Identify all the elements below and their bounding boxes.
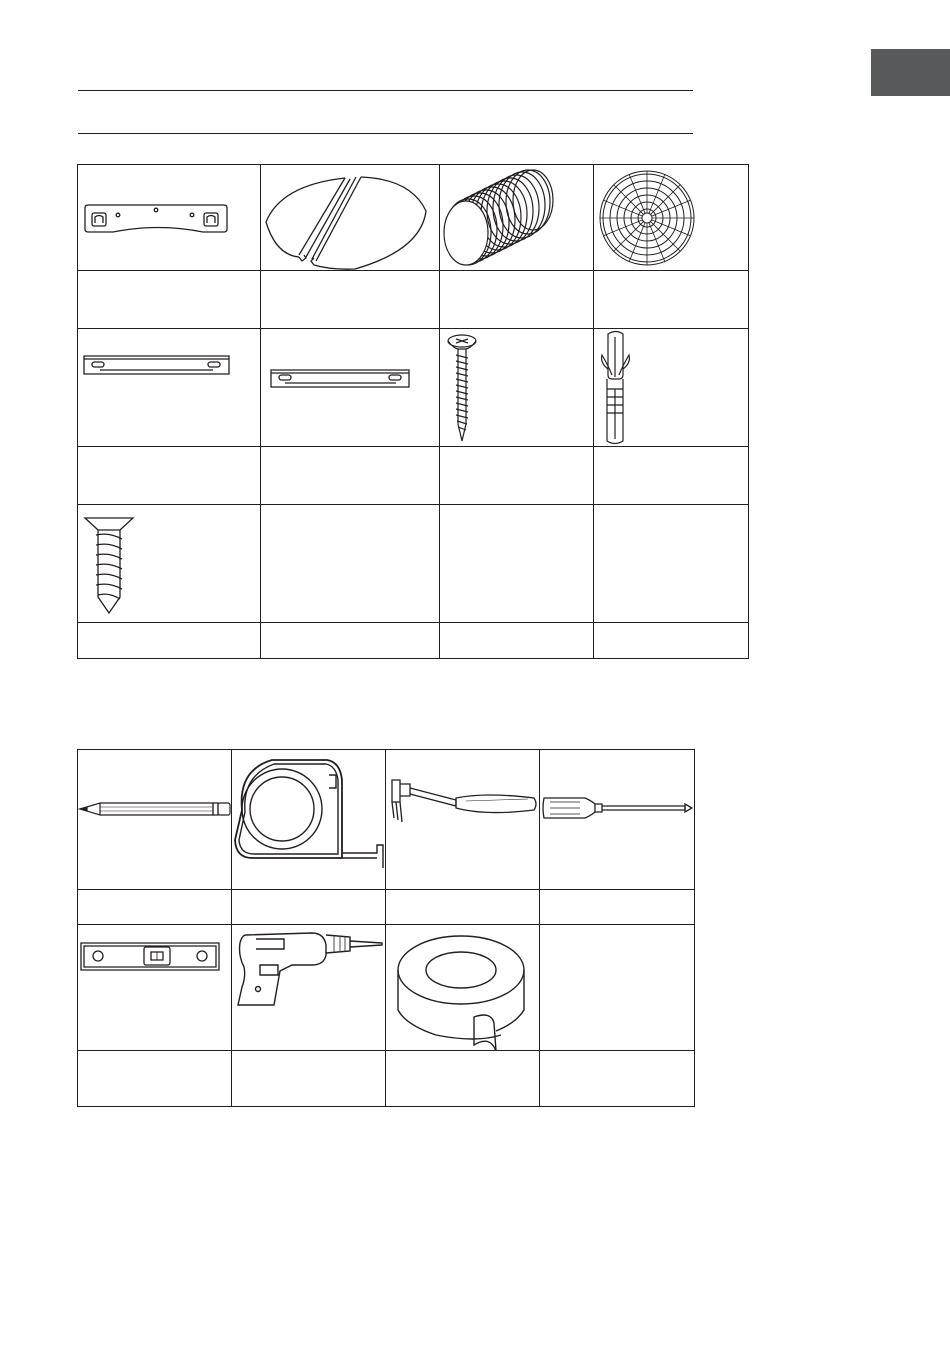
part-label [594, 447, 749, 505]
part-label [594, 271, 749, 329]
part-cell [594, 505, 749, 623]
part-label [261, 623, 440, 659]
window-seal-plate-icon [261, 165, 440, 271]
part-label [78, 623, 261, 659]
tool-label [78, 1051, 232, 1107]
pencil-icon [78, 750, 232, 890]
part-cell [261, 165, 440, 271]
heading-rule-top [78, 90, 693, 91]
language-tab [871, 49, 950, 96]
tool-label [540, 1051, 695, 1107]
part-label [440, 271, 594, 329]
part-cell [594, 165, 749, 271]
part-cell [594, 329, 749, 447]
screwdriver-icon [540, 750, 695, 890]
tool-label [540, 890, 695, 925]
tool-cell [540, 750, 695, 890]
part-cell [78, 165, 261, 271]
part-cell [78, 329, 261, 447]
wall-bracket-icon [78, 165, 261, 271]
short-screw-icon [78, 505, 261, 623]
tool-label [386, 1051, 540, 1107]
electric-drill-icon [232, 925, 386, 1051]
hammer-icon [386, 750, 540, 890]
part-cell [78, 505, 261, 623]
part-cell [440, 329, 594, 447]
part-label [78, 447, 261, 505]
part-label [440, 623, 594, 659]
wall-anchor-icon [594, 329, 749, 447]
exhaust-hose-icon [440, 165, 594, 271]
part-label [440, 447, 594, 505]
screw-icon [440, 329, 594, 447]
tool-cell [386, 750, 540, 890]
part-cell [440, 165, 594, 271]
window-rail-short-icon [261, 329, 440, 447]
tool-cell [78, 750, 232, 890]
tools-table [77, 749, 695, 1107]
tool-label [232, 1051, 386, 1107]
tool-label [386, 890, 540, 925]
tool-cell [232, 925, 386, 1051]
tape-measure-icon [232, 750, 386, 890]
tool-cell [78, 925, 232, 1051]
parts-table [77, 164, 749, 659]
part-label [261, 447, 440, 505]
tool-cell [232, 750, 386, 890]
tool-cell [540, 925, 695, 1051]
tool-cell [386, 925, 540, 1051]
part-label [261, 271, 440, 329]
window-rail-long-icon [78, 329, 261, 447]
tool-label [78, 890, 232, 925]
part-cell [261, 505, 440, 623]
tool-label [232, 890, 386, 925]
adhesive-tape-icon [386, 925, 540, 1051]
fan-grille-icon [594, 165, 749, 271]
spirit-level-icon [78, 925, 232, 1051]
heading-rule-bottom [78, 133, 693, 134]
part-label [78, 271, 261, 329]
part-cell [261, 329, 440, 447]
part-label [594, 623, 749, 659]
part-cell [440, 505, 594, 623]
